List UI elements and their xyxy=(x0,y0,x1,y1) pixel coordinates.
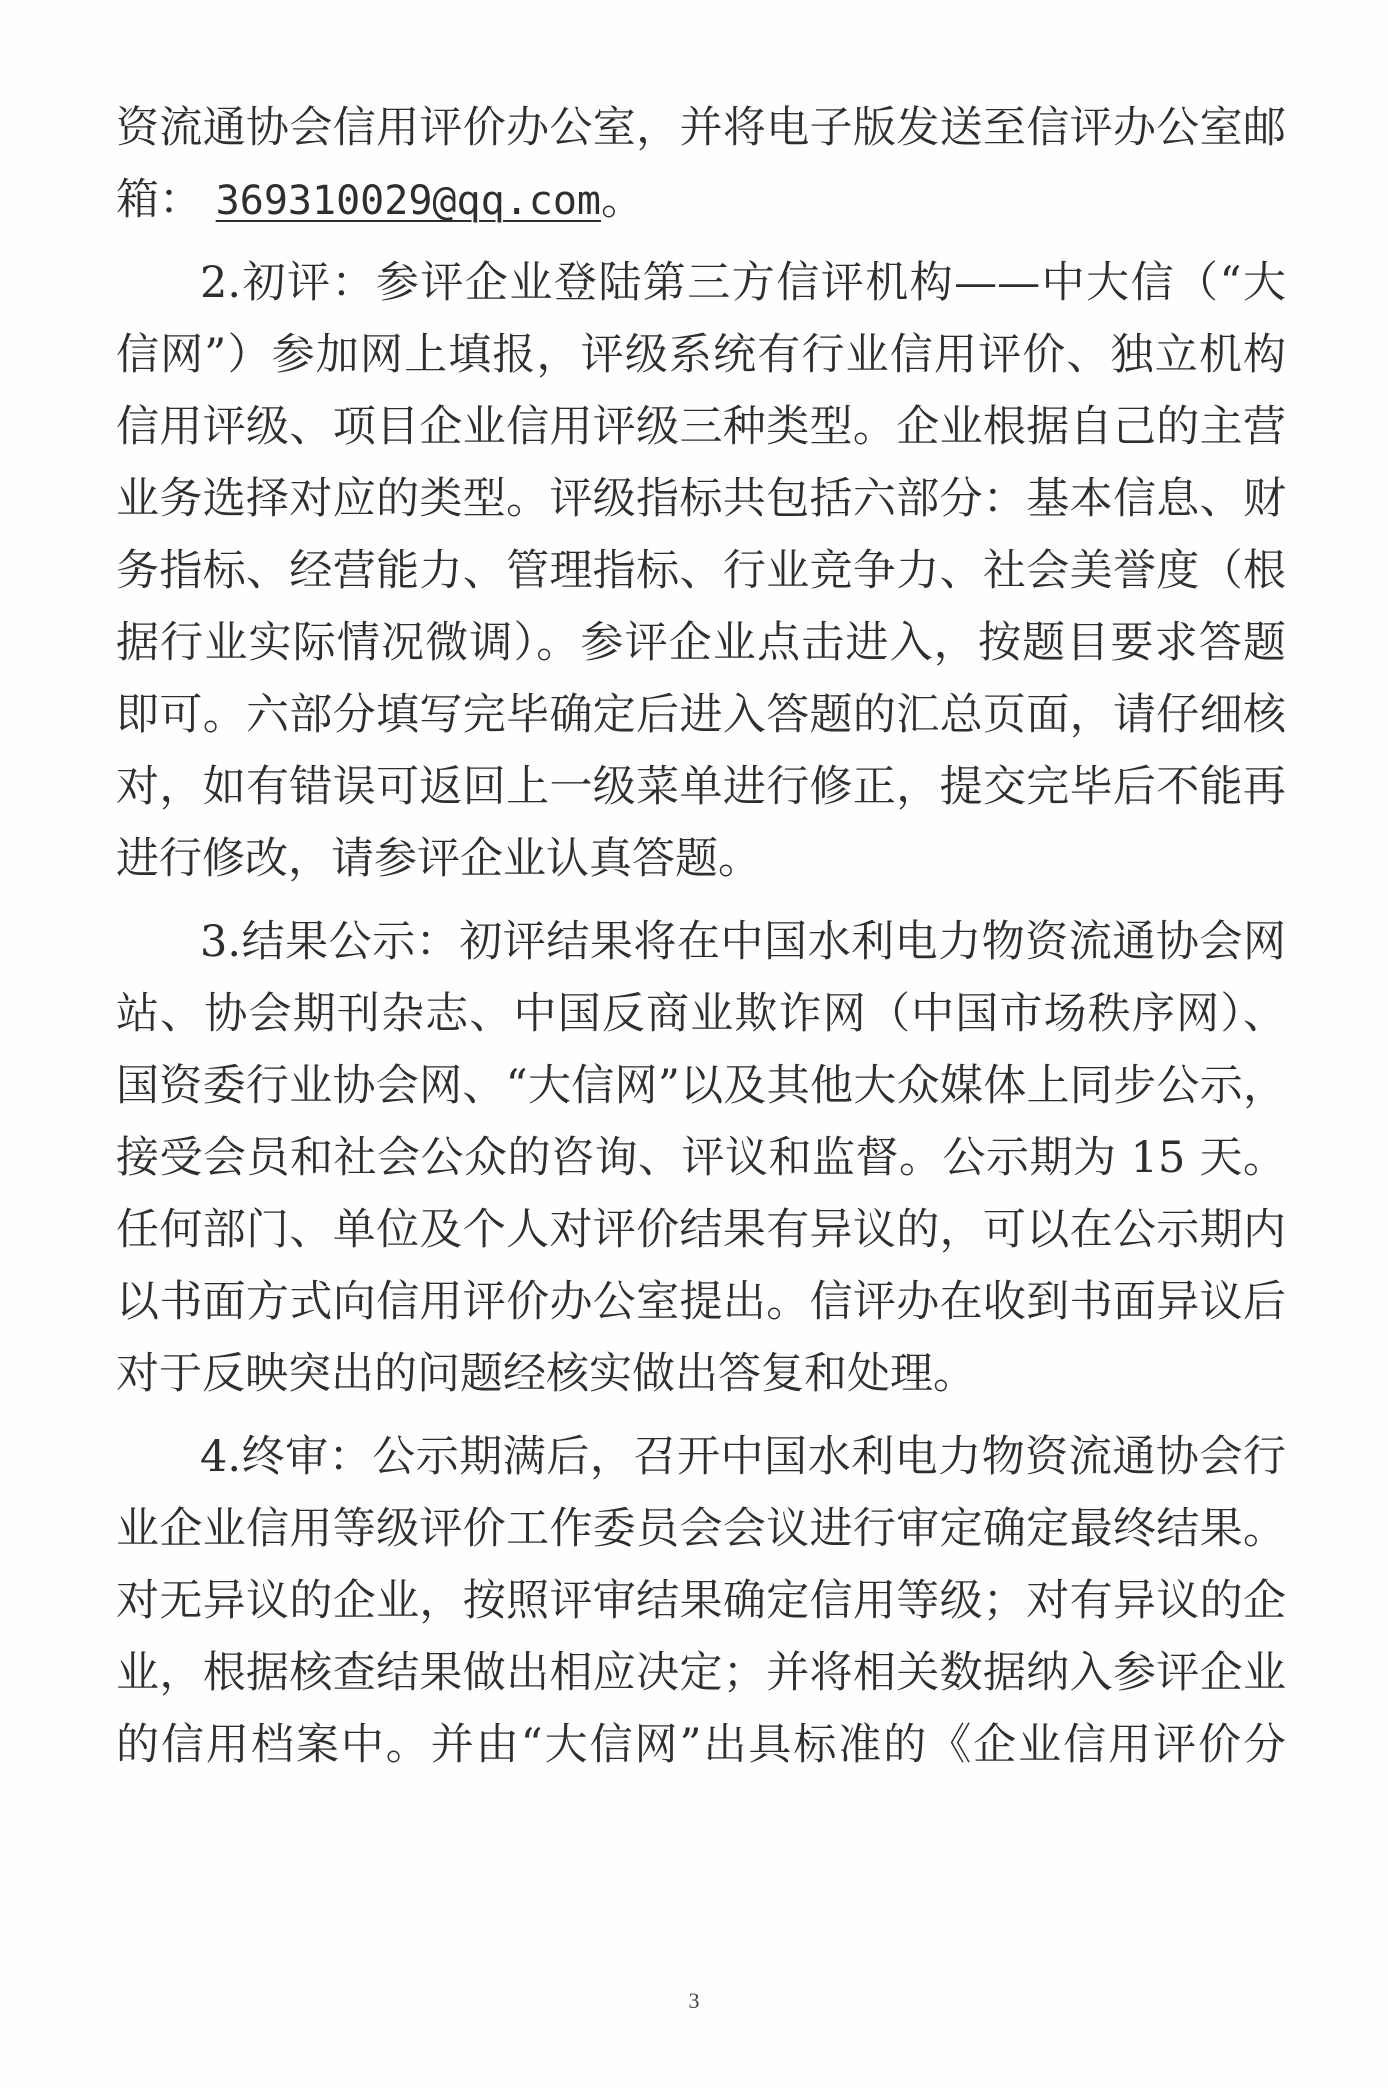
paragraph-2-line-6: 据行业实际情况微调）。参评企业点击进入，按题目要求答题 xyxy=(116,618,1286,668)
paragraph-2-line-8: 对，如有错误可返回上一级菜单进行修正，提交完毕后不能再 xyxy=(116,762,1286,812)
paragraph-3-line-1: 3.结果公示：初评结果将在中国水利电力物资流通协会网 xyxy=(200,917,1286,967)
email-prefix: 箱： xyxy=(116,175,202,225)
paragraph-3-line-3: 国资委行业协会网、“大信网”以及其他大众媒体上同步公示， xyxy=(116,1061,1286,1111)
paragraph-2-line-9: 进行修改，请参评企业认真答题。 xyxy=(116,834,761,884)
paragraph-3-line-7: 对于反映突出的问题经核实做出答复和处理。 xyxy=(116,1349,976,1399)
paragraph-2-line-2: 信网”）参加网上填报，评级系统有行业信用评价、独立机构 xyxy=(116,330,1286,380)
paragraph-4-line-1: 4.终审：公示期满后，召开中国水利电力物资流通协会行 xyxy=(200,1432,1286,1482)
paragraph-4-line-5: 的信用档案中。并由“大信网”出具标准的《企业信用评价分 xyxy=(116,1720,1286,1770)
paragraph-2-line-5: 务指标、经营能力、管理指标、行业竞争力、社会美誉度（根 xyxy=(116,546,1286,596)
paragraph-4-line-3: 对无异议的企业，按照评审结果确定信用等级；对有异议的企 xyxy=(116,1576,1286,1626)
paragraph-1-line-1: 资流通协会信用评价办公室，并将电子版发送至信评办公室邮 xyxy=(116,103,1286,153)
paragraph-2-line-1: 2.初评：参评企业登陆第三方信评机构——中大信（“大 xyxy=(200,258,1286,308)
paragraph-1-line-2 xyxy=(116,164,1286,236)
paragraph-3-line-4: 接受会员和社会公众的咨询、评议和监督。公示期为 15 天。 xyxy=(116,1133,1286,1183)
paragraph-4-line-2: 业企业信用等级评价工作委员会会议进行审定确定最终结果。 xyxy=(116,1504,1286,1554)
email-address: 369310029@qq.com xyxy=(215,178,601,224)
paragraph-2-line-3: 信用评级、项目企业信用评级三种类型。企业根据自己的主营 xyxy=(116,402,1286,452)
page-number: 3 xyxy=(688,1988,700,2013)
paragraph-2-line-4: 业务选择对应的类型。评级指标共包括六部分：基本信息、财 xyxy=(116,474,1286,524)
email-suffix: 。 xyxy=(600,175,644,225)
paragraph-4-line-4: 业，根据核查结果做出相应决定；并将相关数据纳入参评企业 xyxy=(116,1648,1286,1698)
paragraph-3-line-5: 任何部门、单位及个人对评价结果有异议的，可以在公示期内 xyxy=(116,1205,1286,1255)
body-text xyxy=(116,92,1286,1781)
paragraph-3-line-2: 站、协会期刊杂志、中国反商业欺诈网（中国市场秩序网）、 xyxy=(116,989,1286,1039)
paragraph-2-line-7: 即可。六部分填写完毕确定后进入答题的汇总页面，请仔细核 xyxy=(116,690,1286,740)
paragraph-3-line-6: 以书面方式向信用评价办公室提出。信评办在收到书面异议后 xyxy=(116,1277,1286,1327)
